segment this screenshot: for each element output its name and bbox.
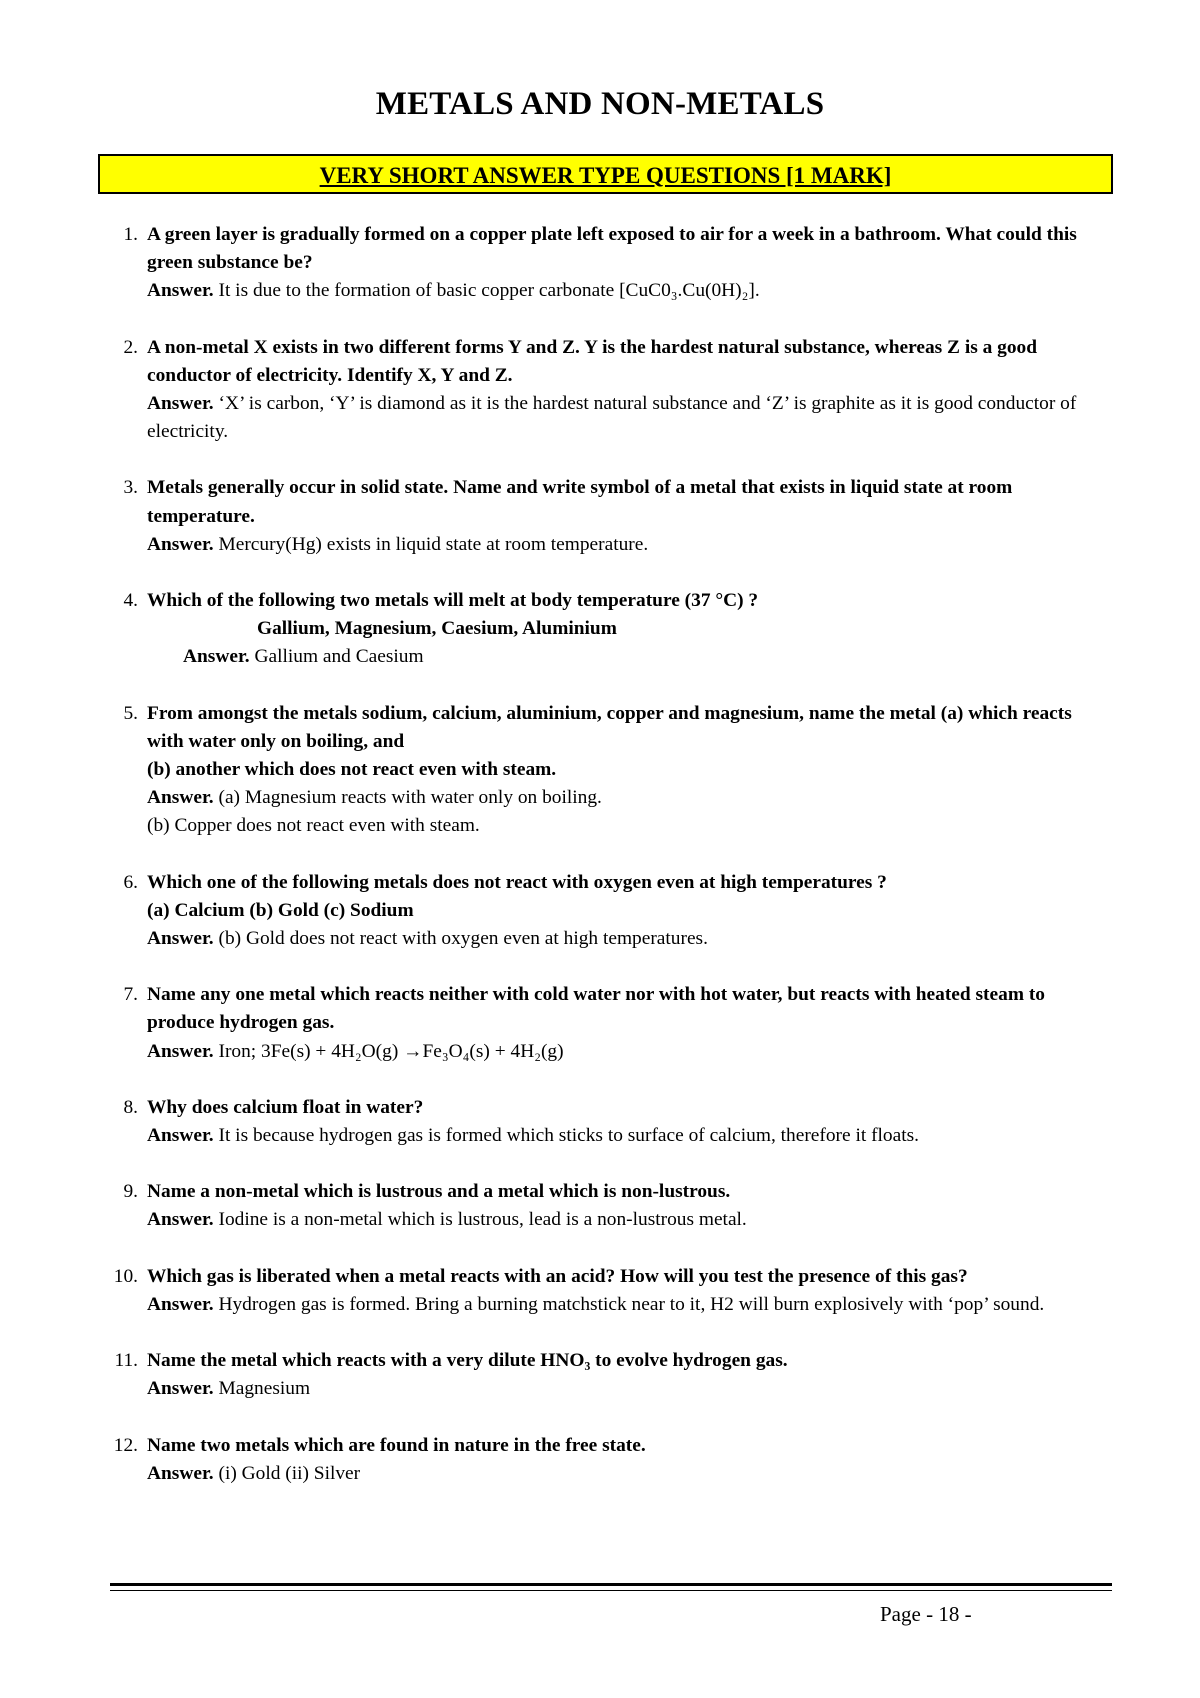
question-text: Why does calcium float in water? [147,1096,424,1118]
answer-text: (i) Gold (ii) Silver [218,1462,361,1484]
answer-label: Answer. [147,787,214,809]
answer-text: It is because hydrogen gas is formed which sticks to surface of calcium, therefore it floats. [218,1125,920,1147]
question-2 [110,334,1110,447]
answer-label: Answer. [147,393,214,415]
question-9 [110,1178,1110,1234]
question-1 [110,221,1110,306]
answer-label: Answer. [147,1378,214,1400]
question-text: Which of the following two metals will melt at body temperature (37 °C) ? [147,590,759,612]
question-number: 6. [123,871,138,893]
answer-text: Iron; 3Fe(s) + 4H₂O(g) →Fe₃O₄(s) + 4H₂(g) [218,1040,564,1062]
answer-text: Mercury(Hg) exists in liquid state at room temperature. [218,533,649,555]
question-text: A non-metal X exists in two different forms Y and Z. Y is the hardest natural substance, whereas Z is a good conductor of electricity. Identify X, Y and Z. [147,336,1038,386]
answer [147,925,1110,953]
question-6 [110,869,1110,954]
question-text: A green layer is gradually formed on a copper plate left exposed to air for a week in a bathroom. What could this green substance be? [147,224,1077,274]
answer [147,277,1110,305]
question-number: 11. [114,1350,138,1372]
question-text: Which one of the following metals does not react with oxygen even at high temperatures ? [147,871,887,893]
footer-rule-thick [110,1583,1112,1586]
page-number: Page - 18 - [880,1602,972,1626]
question-list [110,221,1110,1516]
answer [147,643,1110,671]
answer [147,1206,1110,1234]
answer-label: Answer. [147,1040,214,1062]
answer-text: (a) Magnesium reacts with water only on boiling. [218,787,602,809]
question-number: 3. [123,477,138,499]
question-8 [110,1094,1110,1150]
question-number: 8. [123,1096,138,1118]
answer [147,1375,1110,1403]
answer-text-part-b: (b) Copper does not react even with steam. [147,815,480,837]
footer-rule-thin [110,1590,1112,1591]
answer-label: Answer. [147,280,214,302]
answer-text: Gallium and Caesium [254,646,424,668]
answer-label: Answer. [147,928,214,950]
answer-text: (b) Gold does not react with oxygen even at high temperatures. [218,928,708,950]
section-heading-banner [98,154,1113,194]
question-number: 2. [123,336,138,358]
answer [147,1460,1110,1488]
answer-text: ‘X’ is carbon, ‘Y’ is diamond as it is the hardest natural substance and ‘Z’ is graphite as it is good conductor of electricity. [147,393,1077,443]
question-text: Name any one metal which reacts neither with cold water nor with hot water, but reacts with heated steam to produce hydrogen gas. [147,984,1045,1034]
question-options: Gallium, Magnesium, Caesium, Aluminium [257,618,617,640]
question-10 [110,1263,1110,1319]
section-heading: VERY SHORT ANSWER TYPE QUESTIONS [1 MARK] [319,163,892,188]
answer-label: Answer. [183,646,250,668]
question-number: 7. [123,984,138,1006]
answer [147,1038,1110,1066]
question-text-part-b: (b) another which does not react even with steam. [147,759,557,781]
answer-label: Answer. [147,1125,214,1147]
question-number: 9. [123,1181,138,1203]
answer [147,784,1110,812]
answer-text: Magnesium [218,1378,311,1400]
answer-label: Answer. [147,1462,214,1484]
question-text: Name two metals which are found in nature in the free state. [147,1434,646,1456]
question-text: Which gas is liberated when a metal reacts with an acid? How will you test the presence of this gas? [147,1265,968,1287]
question-number: 5. [123,702,138,724]
question-number: 4. [123,590,138,612]
question-4 [110,587,1110,672]
question-3 [110,474,1110,559]
answer [147,531,1110,559]
answer-label: Answer. [147,1293,214,1315]
answer-text: It is due to the formation of basic copper carbonate [CuC0₃.Cu(0H)₂]. [218,280,760,302]
question-number: 1. [123,224,138,245]
question-text: Metals generally occur in solid state. Name and write symbol of a metal that exists in liquid state at room temperature. [147,477,1013,527]
question-options: (a) Calcium (b) Gold (c) Sodium [147,899,414,921]
question-5 [110,700,1110,841]
question-12 [110,1432,1110,1488]
answer-text: Hydrogen gas is formed. Bring a burning matchstick near to it, H2 will burn explosively with ‘pop’ sound. [218,1293,1045,1315]
answer [147,1122,1110,1150]
page-title: METALS AND NON-METALS [375,86,825,122]
question-text: Name the metal which reacts with a very dilute HNO₃ to evolve hydrogen gas. [147,1350,788,1372]
question-text: From amongst the metals sodium, calcium, aluminium, copper and magnesium, name the metal (a) which reacts with water only on boiling, and [147,702,1072,752]
question-7 [110,981,1110,1066]
answer-label: Answer. [147,1209,214,1231]
answer [147,1291,1110,1319]
answer-label: Answer. [147,533,214,555]
question-text: Name a non-metal which is lustrous and a metal which is non-lustrous. [147,1181,731,1203]
question-11 [110,1347,1110,1403]
question-number: 12. [113,1434,138,1456]
answer [147,390,1110,446]
answer-text: Iodine is a non-metal which is lustrous, lead is a non-lustrous metal. [218,1209,747,1231]
question-number: 10. [113,1265,138,1287]
